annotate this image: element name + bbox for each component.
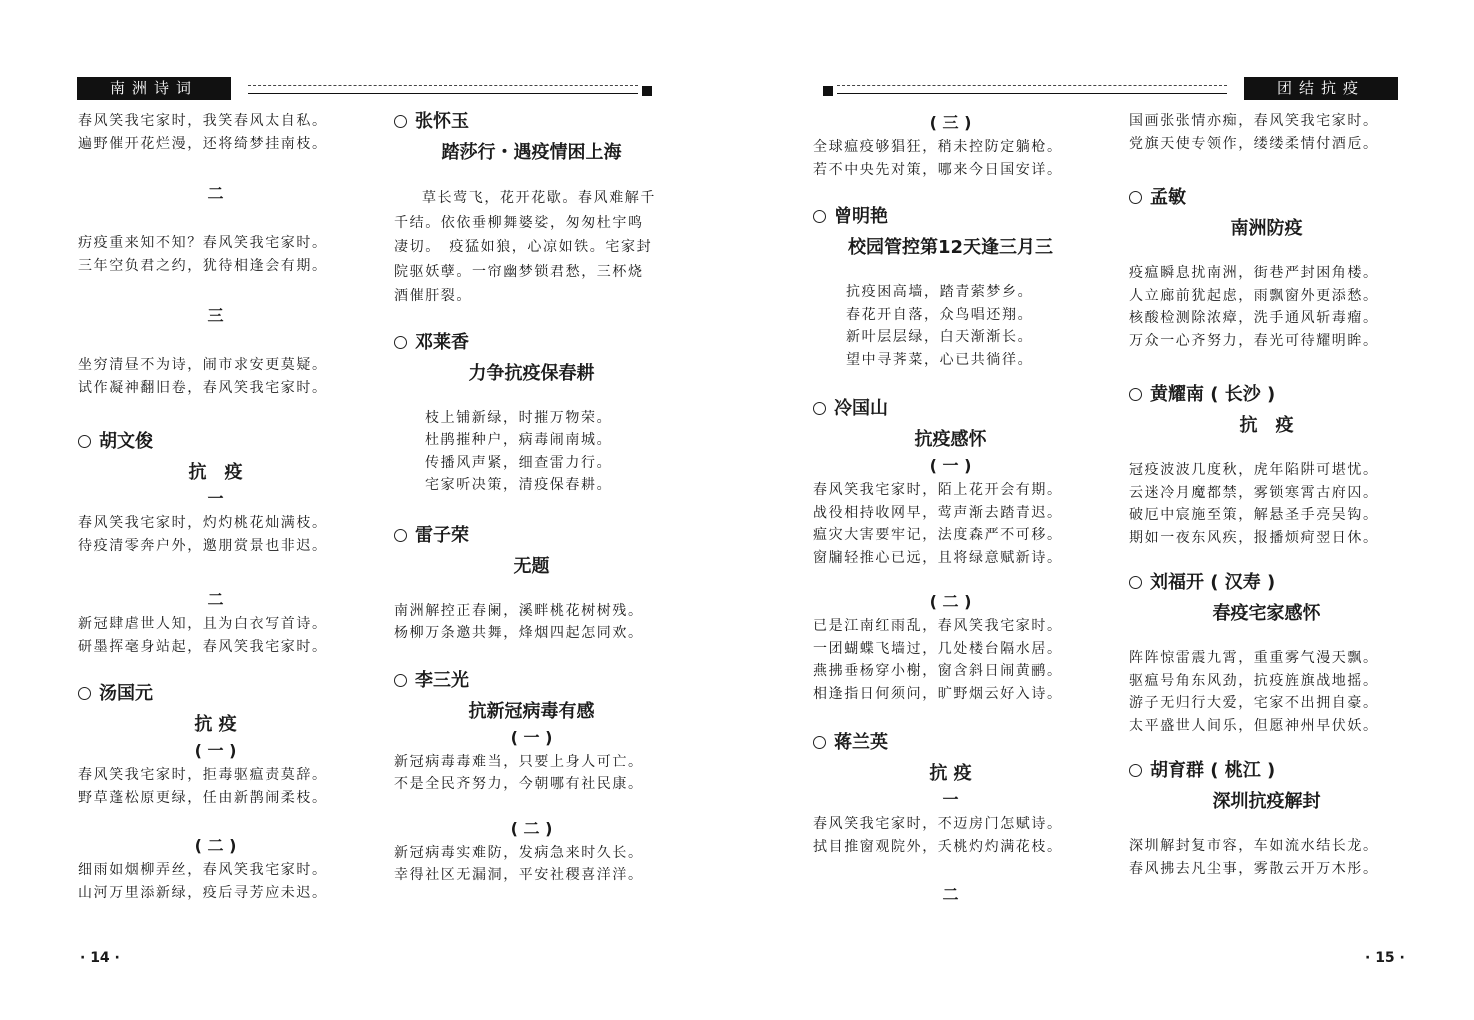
circle-bullet-icon (813, 210, 826, 223)
poem-lines: 冠疫波波几度秋，虎年陷阱可堪忧。 云迷冷月魔都禁，雾锁寒霄古府囚。 破厄中宸施至策，解悬圣手亮吴钩。 期如一夜东风疾，报播烦疴翌日休。 (1129, 462, 1379, 546)
section-number: ( 三 ) (929, 113, 972, 132)
author-name: 孟敏 (1129, 186, 1404, 210)
poem-lines: 疠疫重来知不知？春风笑我宅家时。 三年空负君之约，犹待相逢会有期。 (78, 235, 328, 274)
author-name: 冷国山 (813, 397, 1088, 421)
poem-lines: 春风笑我宅家时，灼灼桃花灿满枝。 待疫清零奔户外，邀朋赏景也非迟。 (78, 515, 328, 554)
circle-bullet-icon (394, 115, 407, 128)
circle-bullet-icon (78, 435, 91, 448)
poem-title: 踏莎行・遇疫情困上海 (441, 142, 622, 163)
poem-lines: 已是江南红雨乱，春风笑我宅家时。 一团蝴蝶飞墙过，几处楼台隔水居。 燕拂垂杨穿小榭，窗含斜日闹黄鹂。 相逢指日何须问，旷野烟云好入诗。 (813, 618, 1063, 702)
poem-lines: 南洲解控正春阑，溪畔桃花树树残。 杨柳万条邀共舞，烽烟四起怎同欢。 (394, 602, 644, 641)
circle-bullet-icon (394, 336, 407, 349)
circle-bullet-icon (1129, 576, 1142, 589)
poem-title: 抗 疫 (188, 462, 243, 483)
section-number: 二 (942, 885, 959, 904)
circle-bullet-icon (1129, 764, 1142, 777)
author-name: 雷子荣 (394, 524, 669, 548)
poem-lines: 抗疫困高墙，踏青萦梦乡。 春花开自落，众鸟唱还翔。 新叶层层绿，白天渐渐长。 望中寻荠菜，心已共徜徉。 (846, 284, 1034, 368)
poem-title: 南洲防疫 (1230, 218, 1303, 239)
poem-lines: 新冠病毒毒难当，只要上身人可亡。 不是全民齐努力，今朝哪有社民康。 (394, 753, 644, 792)
section-number: 二 (207, 590, 224, 609)
poem-title: 抗 疫 (1239, 415, 1294, 436)
poem-lines: 新冠病毒实难防，发病急来时久长。 幸得社区无漏洞，平安社稷喜洋洋。 (394, 844, 644, 883)
poem-title: 校园管控第12天逢三月三 (847, 237, 1054, 258)
circle-bullet-icon (813, 736, 826, 749)
right-column-1 (813, 110, 1088, 908)
section-number: ( 一 ) (194, 741, 237, 760)
header-title-box: 南洲诗词 (77, 77, 231, 100)
poem-title: 深圳抗疫解封 (1212, 791, 1321, 812)
section-number: 一 (942, 790, 959, 809)
poem-lines: 春风笑我宅家时，拒毒驱瘟责莫辞。 野草蓬松原更绿，任由新鹊闹柔枝。 (78, 767, 328, 806)
section-number: ( 一 ) (929, 456, 972, 475)
poem-title: 无题 (513, 555, 550, 577)
poem-title: 抗 疫 (194, 714, 237, 735)
poem-lines: 疫瘟瞬息扰南洲，街巷严封困角楼。 人立廊前犹起虑，雨飘窗外更添愁。 核酸检测除浓瘴，洗手通风斩毒瘤。 万众一心齐努力，春光可待耀明眸。 (1129, 265, 1379, 349)
poem-lines: 枝上铺新绿，时摧万物荣。 杜鹃摧种户，病毒闹南城。 传播风声紧，细查雷力行。 宅家听决策，清疫保春耕。 (425, 409, 613, 493)
header-square-marker (642, 86, 652, 96)
poem-lines: 春风笑我宅家时，不迈房门怎赋诗。 拭目推窗观院外，夭桃灼灼满花枝。 (813, 816, 1063, 855)
poem-lines: 细雨如烟柳弄丝，春风笑我宅家时。 山河万里添新绿，疫后寻芳应未迟。 (78, 862, 328, 901)
poem-title: 抗新冠病毒有感 (468, 700, 595, 722)
section-number: ( 一 ) (510, 727, 553, 747)
poem-title: 抗疫感怀 (914, 429, 987, 450)
poem-lines: 全球瘟疫够猖狂，稍未控防定躺枪。 若不中央先对策，哪来今日国安详。 (813, 139, 1063, 178)
author-name: 李三光 (394, 669, 669, 693)
author-name: 刘福开 ( 汉寿 ) (1129, 571, 1404, 595)
left-column-2 (394, 110, 669, 887)
author-name: 蒋兰英 (813, 731, 1088, 755)
page-number: · 15 · (1365, 950, 1405, 966)
circle-bullet-icon (813, 402, 826, 415)
section-number: 一 (207, 489, 224, 508)
page-number: · 14 · (80, 950, 120, 966)
poem-lines: 新冠肆虐世人知，且为白衣写首诗。 研墨挥毫身站起，春风笑我宅家时。 (78, 616, 328, 655)
poem-title: 抗 疫 (929, 763, 972, 784)
poem-title: 春疫宅家感怀 (1212, 603, 1321, 624)
left-column-1 (78, 110, 353, 904)
section-number: ( 二 ) (510, 818, 553, 838)
poem-lines: 深圳解封复市容，车如流水结长龙。 春风拂去凡尘事，雾散云开万木彤。 (1129, 838, 1379, 877)
circle-bullet-icon (1129, 388, 1142, 401)
poem-lines: 国画张张情亦痴，春风笑我宅家时。 党旗天使专领作，缕缕柔情付酒卮。 (1129, 113, 1379, 152)
section-number: 三 (207, 306, 224, 325)
section-number: 二 (207, 184, 224, 203)
author-name: 邓莱香 (394, 331, 669, 355)
circle-bullet-icon (78, 687, 91, 700)
header-title-box: 团结抗疫 (1244, 77, 1398, 100)
circle-bullet-icon (1129, 191, 1142, 204)
circle-bullet-icon (394, 674, 407, 687)
author-name: 曾明艳 (813, 205, 1088, 229)
poem-lines: 坐穷清昼不为诗，闹市求安更莫疑。 试作凝神翻旧卷，春风笑我宅家时。 (78, 357, 328, 396)
author-name: 张怀玉 (394, 110, 669, 134)
right-page (737, 0, 1474, 1020)
poem-lines: 春风笑我宅家时，我笑春风太自私。 遍野催开花烂漫，还将绮梦挂南枝。 (78, 113, 328, 152)
right-column-2 (1129, 110, 1404, 880)
poem-lines: 阵阵惊雷震九霄，重重雾气漫天飘。 驱瘟号角东风劲，抗疫旌旗战地摇。 游子无归行大爱，宅家不出拥自豪。 太平盛世人间乐，但愿神州早伏妖。 (1129, 650, 1379, 734)
section-number: ( 二 ) (194, 836, 237, 855)
poem-lines: 春风笑我宅家时，陌上花开会有期。 战役相持收网早，莺声渐去踏青迟。 瘟灾大害要牢记，法度森严不可移。 窗牖轻推心已远，且将绿意赋新诗。 (813, 482, 1063, 566)
author-name: 黄耀南 ( 长沙 ) (1129, 383, 1404, 407)
poem-title: 力争抗疫保春耕 (468, 362, 595, 384)
header-square-marker (823, 86, 833, 96)
author-name: 汤国元 (78, 682, 353, 706)
ci-text: 草长莺飞，花开花歇。春风难解千千结。依依垂柳舞婆娑，匆匆杜宇鸣凄切。 疫猛如狼，心凉如铁。宅家封院驱妖孽。一帘幽梦锁君愁，三杯烧酒催肝裂。 (394, 190, 656, 304)
circle-bullet-icon (394, 529, 407, 542)
author-name: 胡育群 ( 桃江 ) (1129, 759, 1404, 783)
section-number: ( 二 ) (929, 592, 972, 611)
author-name: 胡文俊 (78, 430, 353, 454)
